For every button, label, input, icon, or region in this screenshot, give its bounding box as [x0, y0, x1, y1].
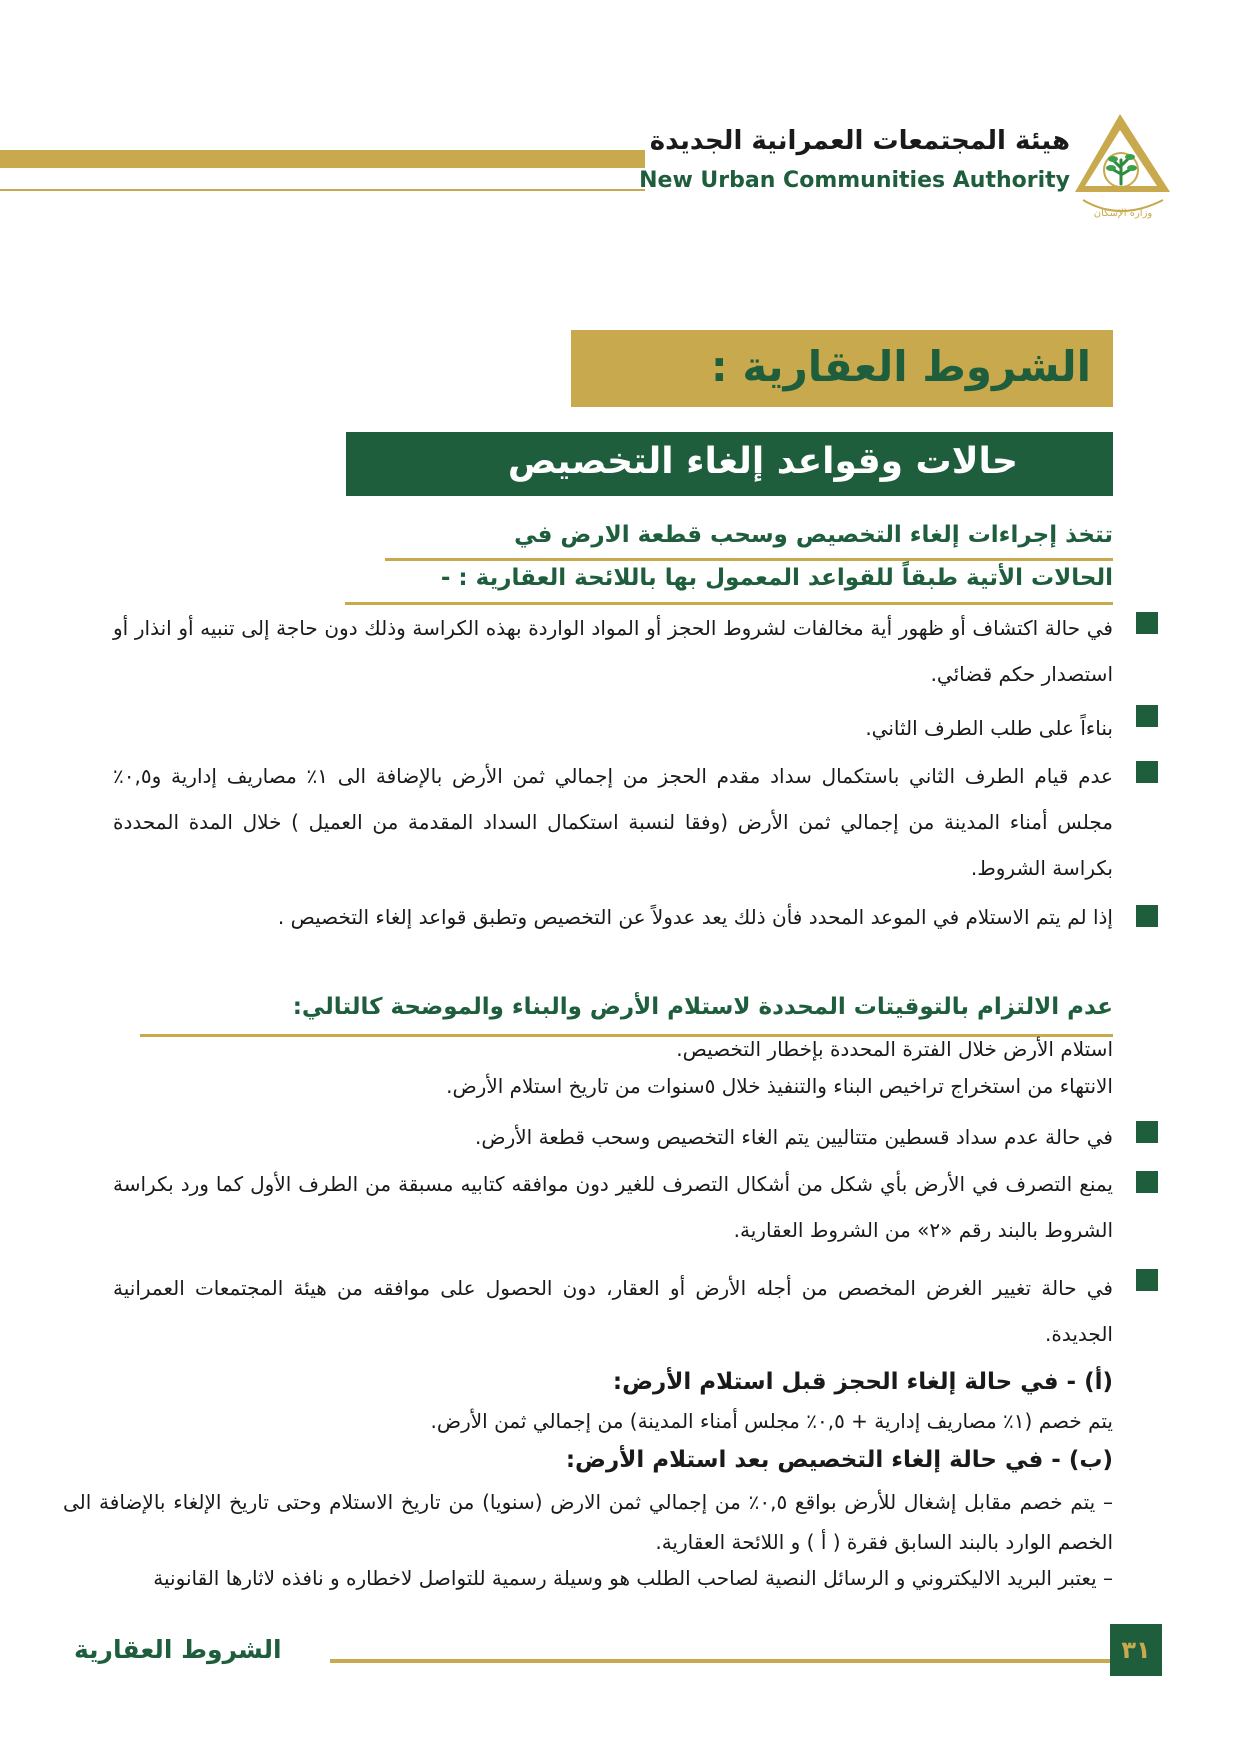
section-a-text: يتم خصم (١٪ مصاريف إدارية + ٠,٥٪ مجلس أمناء المدينة) من إجمالي ثمن الأرض.	[430, 1409, 1113, 1433]
footer-section-title: الشروط العقارية	[74, 1635, 282, 1664]
subtitle-box	[346, 432, 1113, 496]
authority-logo	[1075, 112, 1175, 222]
logo-caption: وزارة الإسكان	[1093, 208, 1153, 219]
list-item: في حالة عدم سداد قسطين متتاليين يتم الغاء التخصيص وسحب قطعة الأرض.	[475, 1125, 1113, 1149]
header-decorative-bar	[0, 150, 645, 168]
intro-underline-1	[385, 558, 1113, 561]
section-b-heading: (ب) - في حالة إلغاء التخصيص بعد استلام الأرض:	[565, 1447, 1113, 1473]
section-subtitle: حالات وقواعد إلغاء التخصيص	[507, 441, 1018, 482]
page-title: الشروط العقارية :	[710, 342, 1091, 391]
compliance-line-2: الانتهاء من استخراج تراخيص البناء والتنفيذ خلال ٥سنوات من تاريخ استلام الأرض.	[446, 1074, 1113, 1098]
title-box	[571, 330, 1113, 407]
header-thin-line	[0, 189, 645, 191]
bullet-square-icon	[1136, 905, 1158, 927]
list-item: في حالة تغيير الغرض المخصص من أجله الأرض أو العقار، دون الحصول على موافقه من هيئة المجتمعات العمرانية الجديدة.	[113, 1276, 1113, 1346]
footer-line	[330, 1659, 1110, 1663]
bullet-square-icon	[1136, 705, 1158, 727]
compliance-heading: عدم الالتزام بالتوقيتات المحددة لاستلام الأرض والبناء والموضحة كالتالي:	[292, 994, 1113, 1020]
intro-line-1: تتخذ إجراءات إلغاء التخصيص وسحب قطعة الارض في	[514, 522, 1113, 548]
bullet-square-icon	[1136, 761, 1158, 783]
org-name-english: New Urban Communities Authority	[639, 168, 1070, 193]
page-number: ٣١	[1110, 1624, 1162, 1676]
bullet-square-icon	[1136, 612, 1158, 634]
list-item: إذا لم يتم الاستلام في الموعد المحدد فأن ذلك يعد عدولاً عن التخصيص وتطبق قواعد إلغاء التخصيص .	[277, 905, 1113, 929]
section-b-item: – يعتبر البريد الاليكتروني و الرسائل النصية لصاحب الطلب هو وسيلة رسمية للتواصل لاخطاره و نافذه لاثارها القانونية	[153, 1566, 1113, 1590]
list-item: عدم قيام الطرف الثاني باستكمال سداد مقدم الحجز من إجمالي ثمن الأرض بالإضافة الى ١٪ مصاريف إدارية و٠,٥٪ مجلس أمناء المدينة من إجمالي ثمن الأرض (وفقا لنسبة استكمال السداد المقدمة من العميل ) خلال المدة المحددة بكراسة الشروط.	[113, 764, 1113, 880]
bullet-square-icon	[1136, 1121, 1158, 1143]
bullet-square-icon	[1136, 1171, 1158, 1193]
section-a-heading: (أ) - في حالة إلغاء الحجز قبل استلام الأرض:	[612, 1369, 1113, 1395]
intro-line-2: الحالات الأتية طبقاً للقواعد المعمول بها باللائحة العقارية : -	[440, 565, 1113, 591]
list-item: في حالة اكتشاف أو ظهور أية مخالفات لشروط الحجز أو المواد الواردة بهذه الكراسة وذلك دون حاجة إلى تنبيه أو انذار أو استصدار حكم قضائي.	[113, 616, 1113, 686]
section-b-item: – يتم خصم مقابل إشغال للأرض بواقع ٠,٥٪ من إجمالي ثمن الارض (سنويا) من تاريخ الاستلام وحتى تاريخ الإلغاء بالإضافة الى الخصم الوارد بالبند السابق فقرة ( أ ) و اللائحة العقارية.	[63, 1490, 1113, 1554]
bullet-square-icon	[1136, 1269, 1158, 1291]
list-item: بناءاً على طلب الطرف الثاني.	[865, 716, 1113, 740]
org-name-arabic: هيئة المجتمعات العمرانية الجديدة	[649, 126, 1070, 156]
compliance-line-1: استلام الأرض خلال الفترة المحددة بإخطار التخصيص.	[676, 1037, 1113, 1061]
list-item: يمنع التصرف في الأرض بأي شكل من أشكال التصرف للغير دون موافقه كتابيه مسبقة من الطرف الأول كما ورد بكراسة الشروط بالبند رقم «٢» من الشروط العقارية.	[113, 1172, 1113, 1242]
